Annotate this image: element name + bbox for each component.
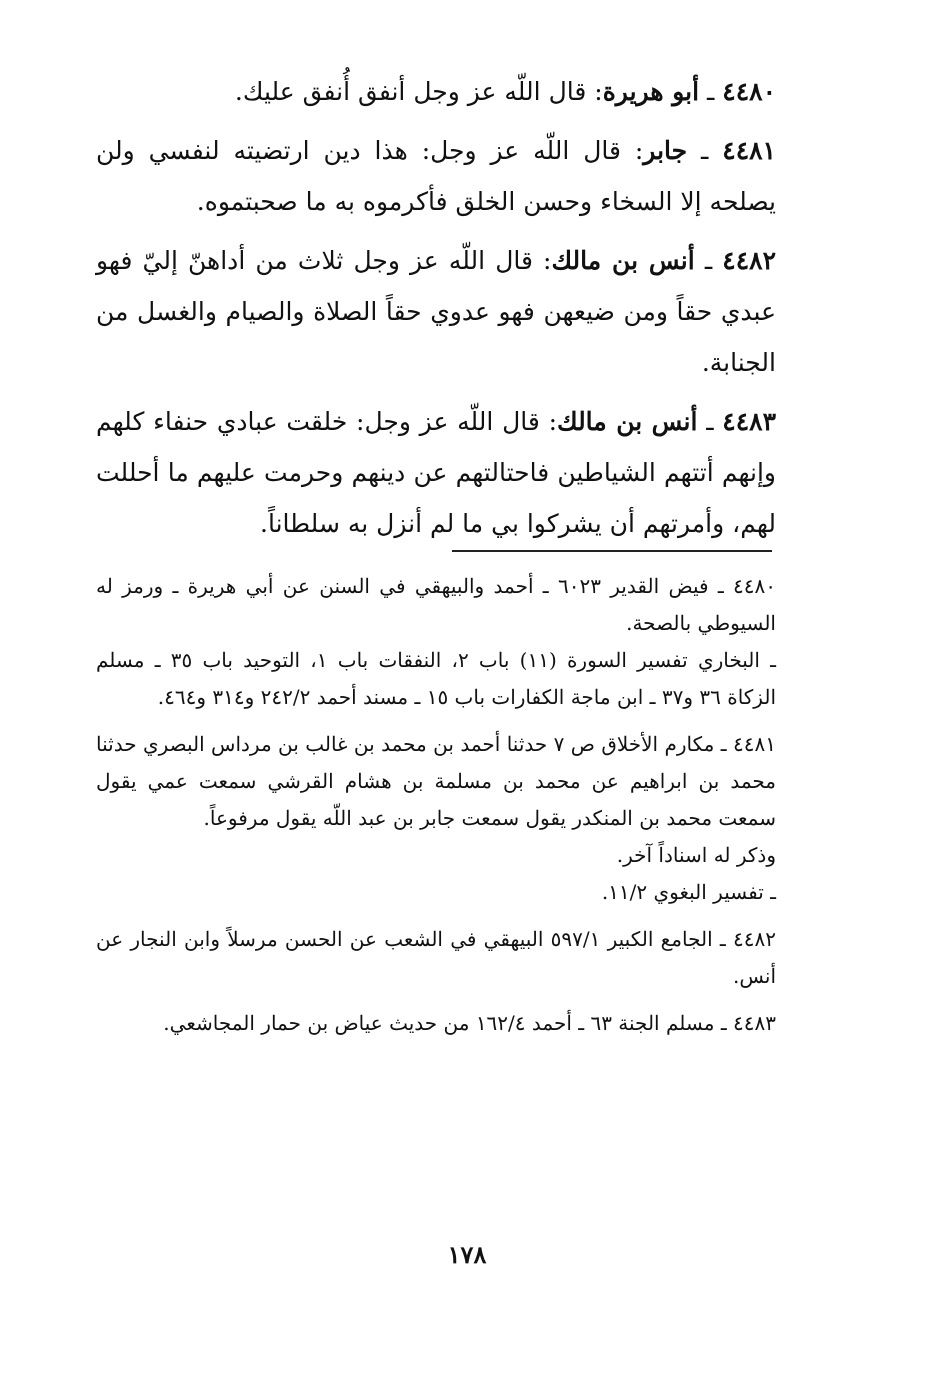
footnote — [96, 1005, 776, 1042]
footnote-line: ٤٤٨٣ ـ مسلم الجنة ٦٣ ـ أحمد ١٦٢/٤ من حديث عياض بن حمار المجاشعي. — [163, 1011, 776, 1035]
hadith-narrator: أنس بن مالك — [557, 407, 698, 436]
hadith-number: ٤٤٨٢ — [722, 246, 776, 275]
footnote — [96, 921, 776, 995]
footnote-line: ـ البخاري تفسير السورة (١١) باب ٢، النفقات باب ١، التوحيد باب ٣٥ ـ مسلم الزكاة ٣٦ و٣٧ ـ ابن ماجة الكفارات باب ١٥ ـ مسند أحمد ٢٤٢/٢ و٣١٤ و٤٦٤. — [96, 648, 777, 709]
footnote-line: وذكر له اسناداً آخر. — [616, 843, 776, 867]
hadith-entry: ٤٤٨٣ ـ أنس بن مالك: قال اللّه عز وجل: خلقت عبادي حنفاء كلهم وإنهم أتتهم الشياطين فاحتالتهم عن دينهم وحرمت عليهم ما أحللت لهم، وأمرتهم أن يشركوا بي ما لم أنزل به سلطاناً. — [96, 407, 777, 538]
hadith-number: ٤٤٨١ — [722, 136, 776, 165]
hadith-entry: ٤٤٨١ ـ جابر: قال اللّه عز وجل: هذا دين ارتضيته لنفسي ولن يصلحه إلا السخاء وحسن الخلق فأكرموه به ما صحبتموه. — [96, 136, 776, 216]
footnote-line: ٤٤٨٢ ـ الجامع الكبير ٥٩٧/١ البيهقي في الشعب عن الحسن مرسلاً وابن النجار عن أنس. — [96, 927, 776, 988]
footnote-separator — [452, 550, 772, 552]
hadith-text: قال اللّه عز وجل ثلاث من أداهنّ إليّ فهو عبدي حقاً ومن ضيعهن فهو عدوي حقاً الصلاة والصيام والغسل من الجنابة. — [96, 246, 776, 377]
hadith-entry: ٤٤٨٢ ـ أنس بن مالك: قال اللّه عز وجل ثلاث من أداهنّ إليّ فهو عبدي حقاً ومن ضيعهن فهو عدوي حقاً الصلاة والصيام والغسل من الجنابة. — [96, 246, 776, 377]
hadith-narrator: أنس بن مالك — [551, 246, 695, 275]
hadith-entry: ٤٤٨٠ ـ أبو هريرة: قال اللّه عز وجل أنفق أُنفق عليك. — [234, 77, 776, 106]
page-number: ١٧٨ — [447, 1240, 487, 1269]
hadith-text: قال اللّه عز وجل: خلقت عبادي حنفاء كلهم وإنهم أتتهم الشياطين فاحتالتهم عن دينهم وحرمت عليهم ما أحللت لهم، وأمرتهم أن يشركوا بي ما لم أنزل به سلطاناً. — [96, 407, 776, 538]
hadith-text: قال اللّه عز وجل: هذا دين ارتضيته لنفسي ولن يصلحه إلا السخاء وحسن الخلق فأكرموه به ما صحبتموه. — [96, 136, 776, 216]
footnote-line: ٤٤٨٠ ـ فيض القدير ٦٠٢٣ ـ أحمد والبيهقي في السنن عن أبي هريرة ـ ورمز له السيوطي بالصحة. — [96, 574, 776, 635]
hadith-number: ٤٤٨٠ — [722, 77, 776, 106]
main-text — [96, 66, 776, 557]
footnotes — [96, 568, 776, 1052]
footnote — [96, 568, 776, 716]
hadith-narrator: أبو هريرة — [602, 77, 700, 106]
hadith-narrator: جابر — [643, 136, 688, 165]
footnote — [96, 726, 776, 911]
footnote-line: ٤٤٨١ ـ مكارم الأخلاق ص ٧ حدثنا أحمد بن محمد بن غالب بن مرداس البصري حدثنا محمد بن ابراهيم عن محمد بن مسلمة بن هشام القرشي سمعت عمي يقول سمعت محمد بن المنكدر يقول سمعت جابر بن عبد اللّه يقول مرفوعاً. — [96, 732, 776, 830]
hadith-text: قال اللّه عز وجل أنفق أُنفق عليك. — [234, 77, 587, 106]
footnote-line: ـ تفسير البغوي ١١/٢. — [601, 880, 776, 904]
hadith-number: ٤٤٨٣ — [722, 407, 777, 436]
